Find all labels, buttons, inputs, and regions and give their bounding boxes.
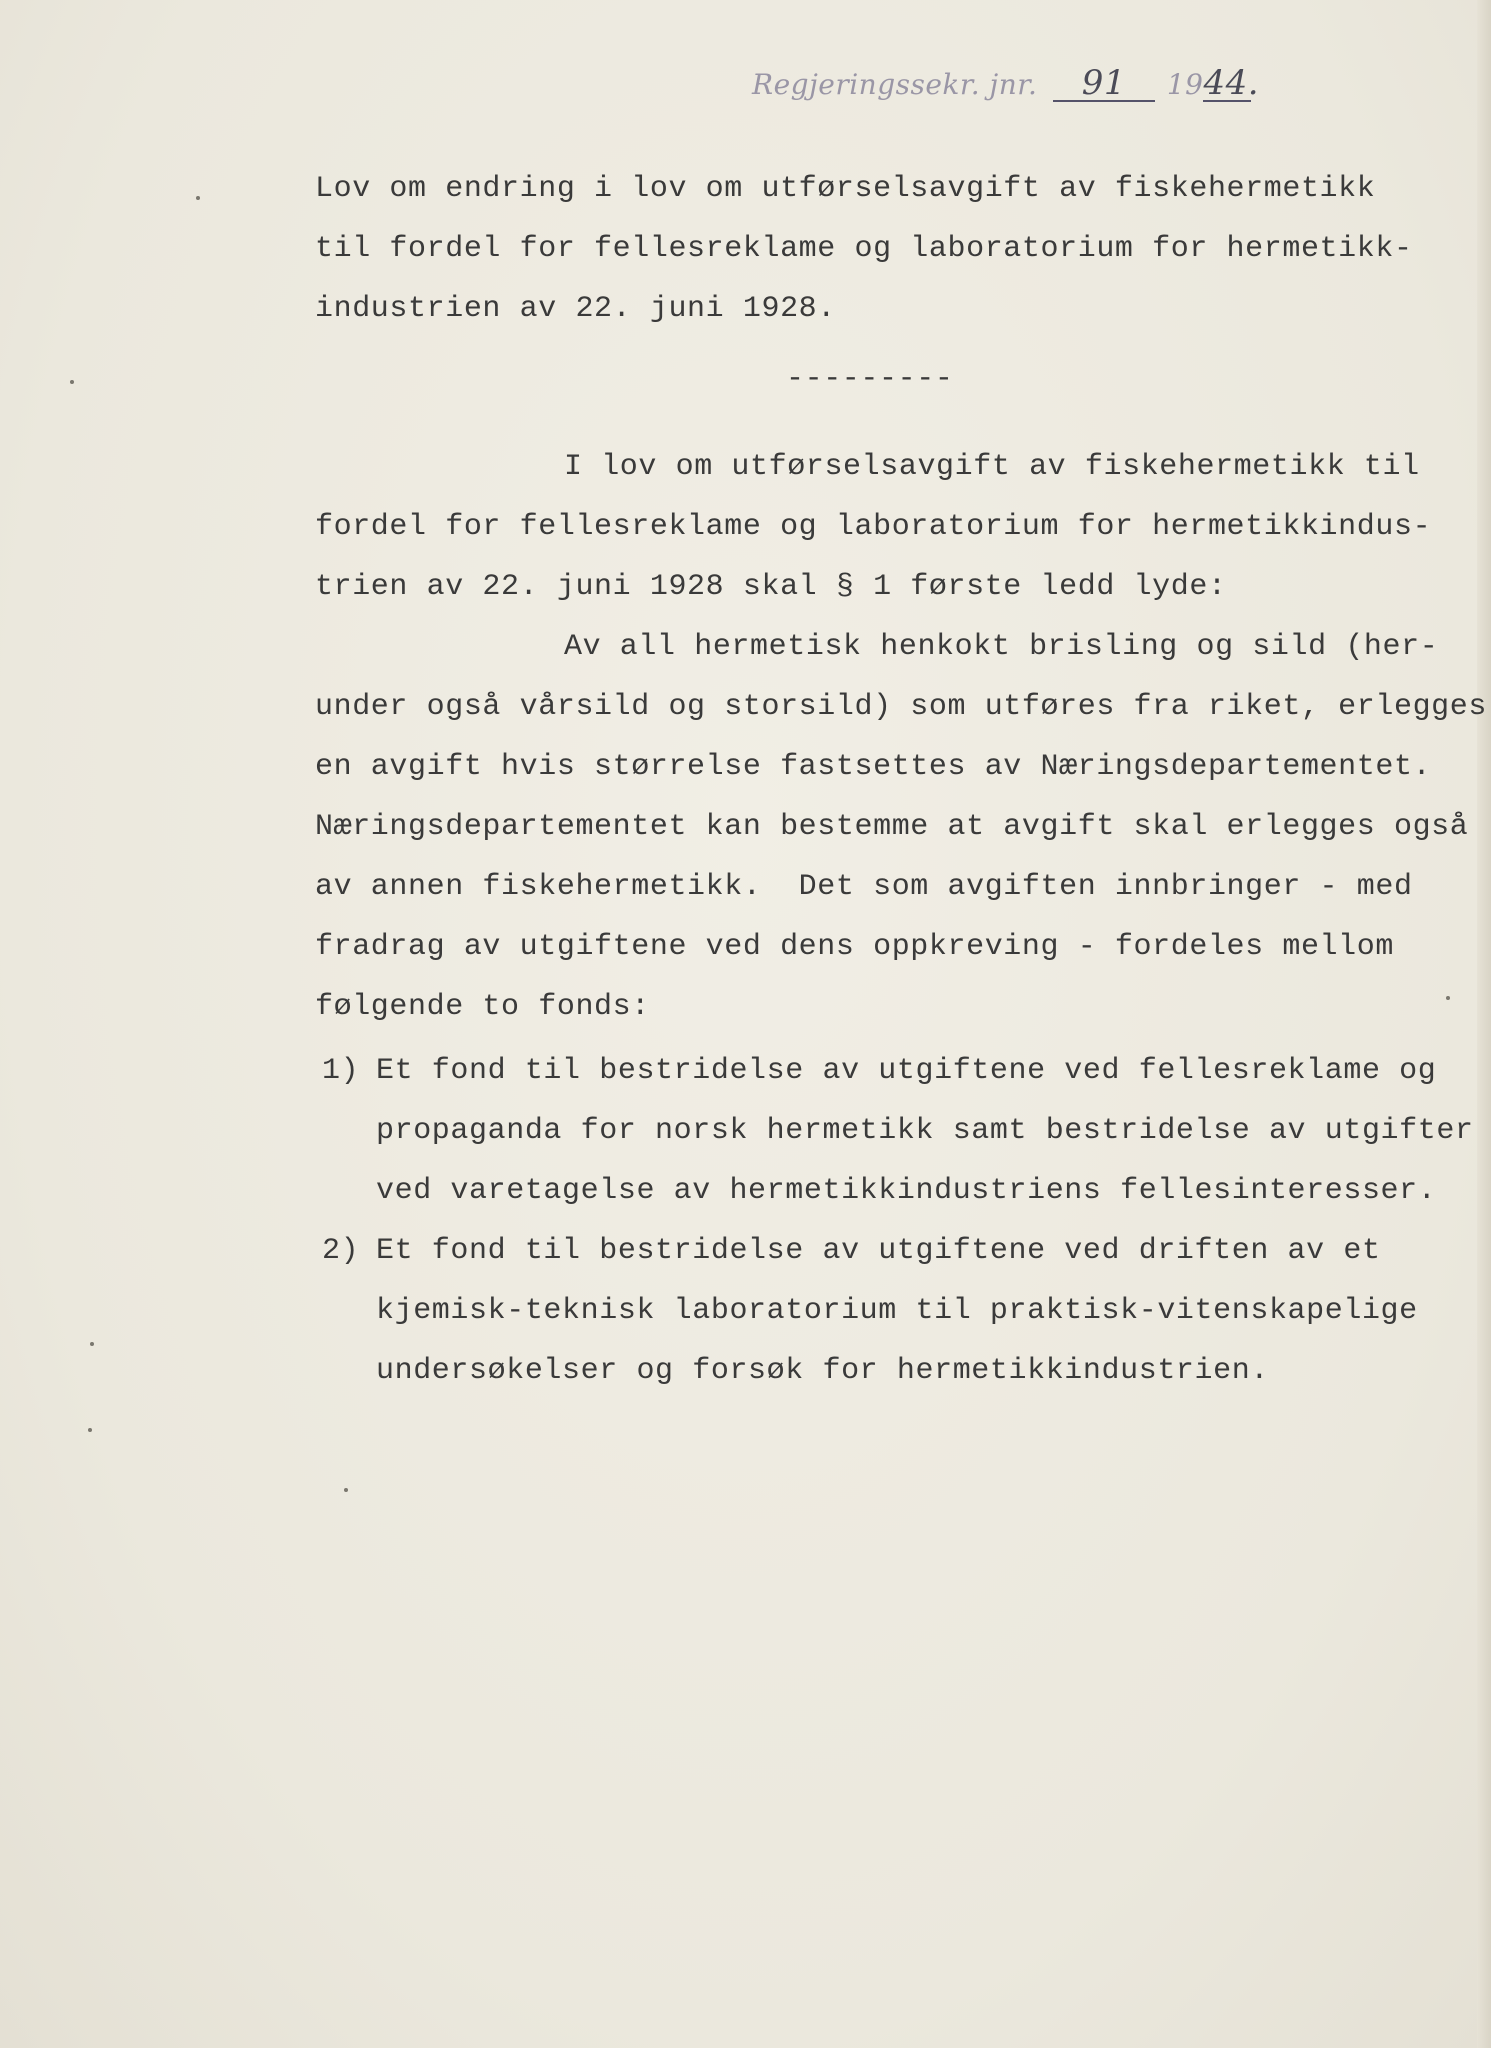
body-line-1: I lov om utførselsavgift av fiskehermetikk til bbox=[564, 450, 1420, 484]
title-line-2: til fordel for fellesreklame og laboratorium for hermetikk- bbox=[315, 232, 1413, 266]
paper-speck bbox=[1446, 996, 1450, 1000]
title-line-1: Lov om endring i lov om utførselsavgift av fiskehermetikk bbox=[315, 172, 1376, 206]
registry-stamp bbox=[752, 63, 1260, 103]
list-item-2-marker: 2) bbox=[322, 1234, 360, 1268]
body-line-2: fordel for fellesreklame og laboratorium for hermetikkindus- bbox=[315, 510, 1432, 544]
stamp-label: Regjeringssekr. jnr. bbox=[752, 68, 1038, 101]
page-edge bbox=[1477, 0, 1491, 2048]
list-item-2-line-2: kjemisk-teknisk laboratorium til praktisk-vitenskapelige bbox=[376, 1294, 1418, 1328]
stamp-year-suffix: 44. bbox=[1203, 63, 1260, 103]
paper-speck bbox=[70, 380, 74, 384]
body-line-9: fradrag av utgiftene ved dens oppkreving - fordeles mellom bbox=[315, 930, 1394, 964]
body-line-6: en avgift hvis størrelse fastsettes av Næringsdepartementet. bbox=[315, 750, 1432, 784]
stamp-year-prefix: 19 bbox=[1166, 68, 1204, 101]
list-item-1-marker: 1) bbox=[322, 1054, 360, 1088]
body-line-5: under også vårsild og storsild) som utføres fra riket, erlegges bbox=[315, 690, 1487, 724]
paper-speck bbox=[90, 1342, 94, 1346]
list-item-2-line-3: undersøkelser og forsøk for hermetikkindustrien. bbox=[376, 1354, 1269, 1388]
body-line-10: følgende to fonds: bbox=[315, 990, 650, 1024]
paper-speck bbox=[344, 1488, 348, 1492]
list-item-1-line-2: propaganda for norsk hermetikk samt bestridelse av utgifter bbox=[376, 1114, 1474, 1148]
body-line-8: av annen fiskehermetikk. Det som avgiften innbringer - med bbox=[315, 870, 1413, 904]
stamp-number: 91 bbox=[1053, 66, 1155, 102]
list-item-1-line-3: ved varetagelse av hermetikkindustriens fellesinteresser. bbox=[376, 1174, 1437, 1208]
body-line-4: Av all hermetisk henkokt brisling og sild (her- bbox=[564, 630, 1439, 664]
list-item-1-line-1: Et fond til bestridelse av utgiftene ved fellesreklame og bbox=[376, 1054, 1437, 1088]
title-line-3: industrien av 22. juni 1928. bbox=[315, 292, 836, 326]
paper-speck bbox=[88, 1428, 92, 1432]
separator: --------- bbox=[786, 362, 954, 396]
list-item-2-line-1: Et fond til bestridelse av utgiftene ved driften av et bbox=[376, 1234, 1381, 1268]
body-line-7: Næringsdepartementet kan bestemme at avgift skal erlegges også bbox=[315, 810, 1469, 844]
paper-speck bbox=[196, 196, 200, 200]
body-line-3: trien av 22. juni 1928 skal § 1 første ledd lyde: bbox=[315, 570, 1227, 604]
